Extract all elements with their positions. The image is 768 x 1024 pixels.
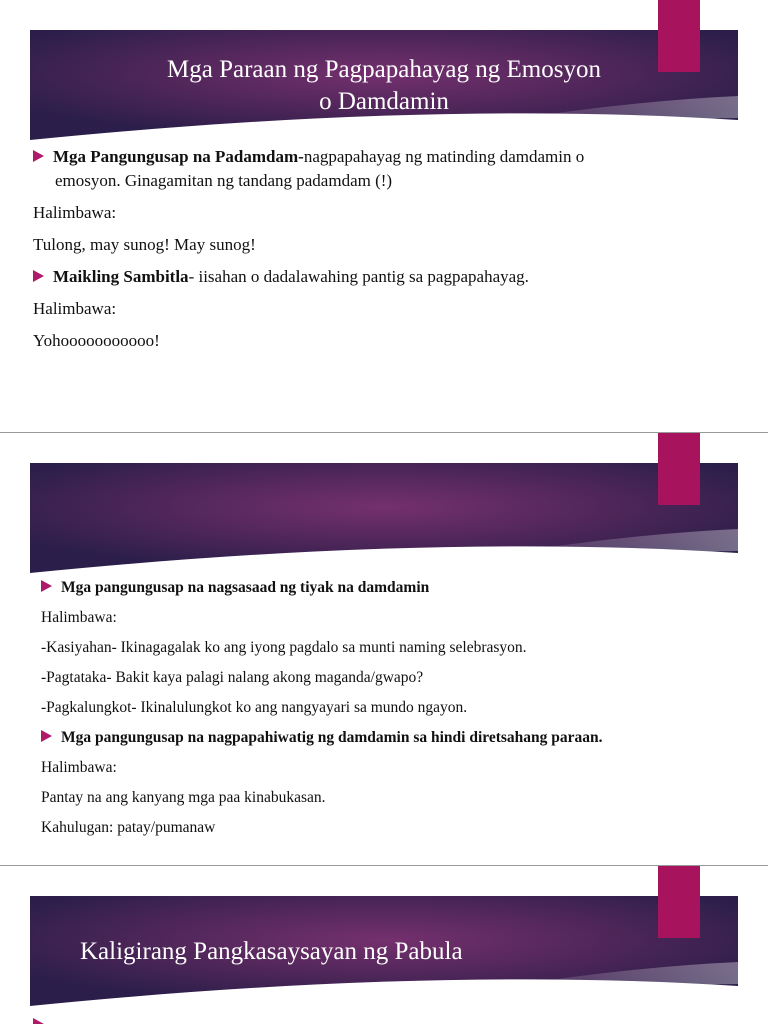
bullet-item: Maikling Sambitla- iisahan o dadalawahing pantig sa pagpapahayag. <box>33 261 738 293</box>
slide-2-title-banner <box>30 463 738 578</box>
example-label: Halimbawa: <box>33 203 117 222</box>
example-label: Halimbawa: <box>41 609 117 626</box>
slide-1-title: Mga Paraan ng Pagpapahayag ng Emosyon o Damdamin <box>167 56 601 115</box>
bullet-triangle-icon <box>41 730 52 742</box>
slide-3-title: Kaligirang Pangkasaysayan ng Pabula <box>80 938 463 965</box>
slide-1 <box>0 0 768 432</box>
bullet-triangle-icon <box>41 580 52 592</box>
example-label: Halimbawa: <box>33 299 117 318</box>
bullet-triangle-icon <box>33 150 44 162</box>
slide-1-title-banner <box>30 30 738 145</box>
example-text: Pantay na ang kanyang mga paa kinabukasan. <box>41 789 326 806</box>
example-label: Halimbawa: <box>41 759 117 776</box>
slide-3-title-banner <box>30 896 738 1011</box>
example-text: Tulong, may sunog! May sunog! <box>33 235 256 254</box>
example-text: -Kasiyahan- Ikinagagalak ko ang iyong pagdalo sa munti naming selebrasyon. <box>41 639 527 656</box>
slide-2-body <box>41 573 738 843</box>
bullet-item: Mga Pangungusap na Padamdam-nagpapahayag ng matinding damdamin o <box>33 141 738 173</box>
slide-3-accent-tab <box>658 866 700 938</box>
example-text: -Pagtataka- Bakit kaya palagi nalang akong maganda/gwapo? <box>41 669 424 686</box>
slide-1-body <box>33 141 738 357</box>
example-text: Kahulugan: patay/pumanaw <box>41 819 216 836</box>
slide-2 <box>0 433 768 865</box>
bullet-item: Mga pangungusap na nagsasaad ng tiyak na damdamin <box>41 573 738 603</box>
bullet-continuation: emosyon. Ginagamitan ng tandang padamdam (!) <box>55 171 393 190</box>
slide-1-accent-tab <box>658 0 700 72</box>
bullet-triangle-icon <box>33 1018 44 1024</box>
slide-2-accent-tab <box>658 433 700 505</box>
slide-3 <box>0 866 768 1024</box>
example-text: Yohooooooooooo! <box>33 331 160 350</box>
bullet-item: Mga pangungusap na nagpapahiwatig ng damdamin sa hindi diretsahang paraan. <box>41 723 738 753</box>
example-text: -Pagkalungkot- Ikinalulungkot ko ang nangyayari sa mundo ngayon. <box>41 699 468 716</box>
bullet-triangle-icon <box>33 270 44 282</box>
